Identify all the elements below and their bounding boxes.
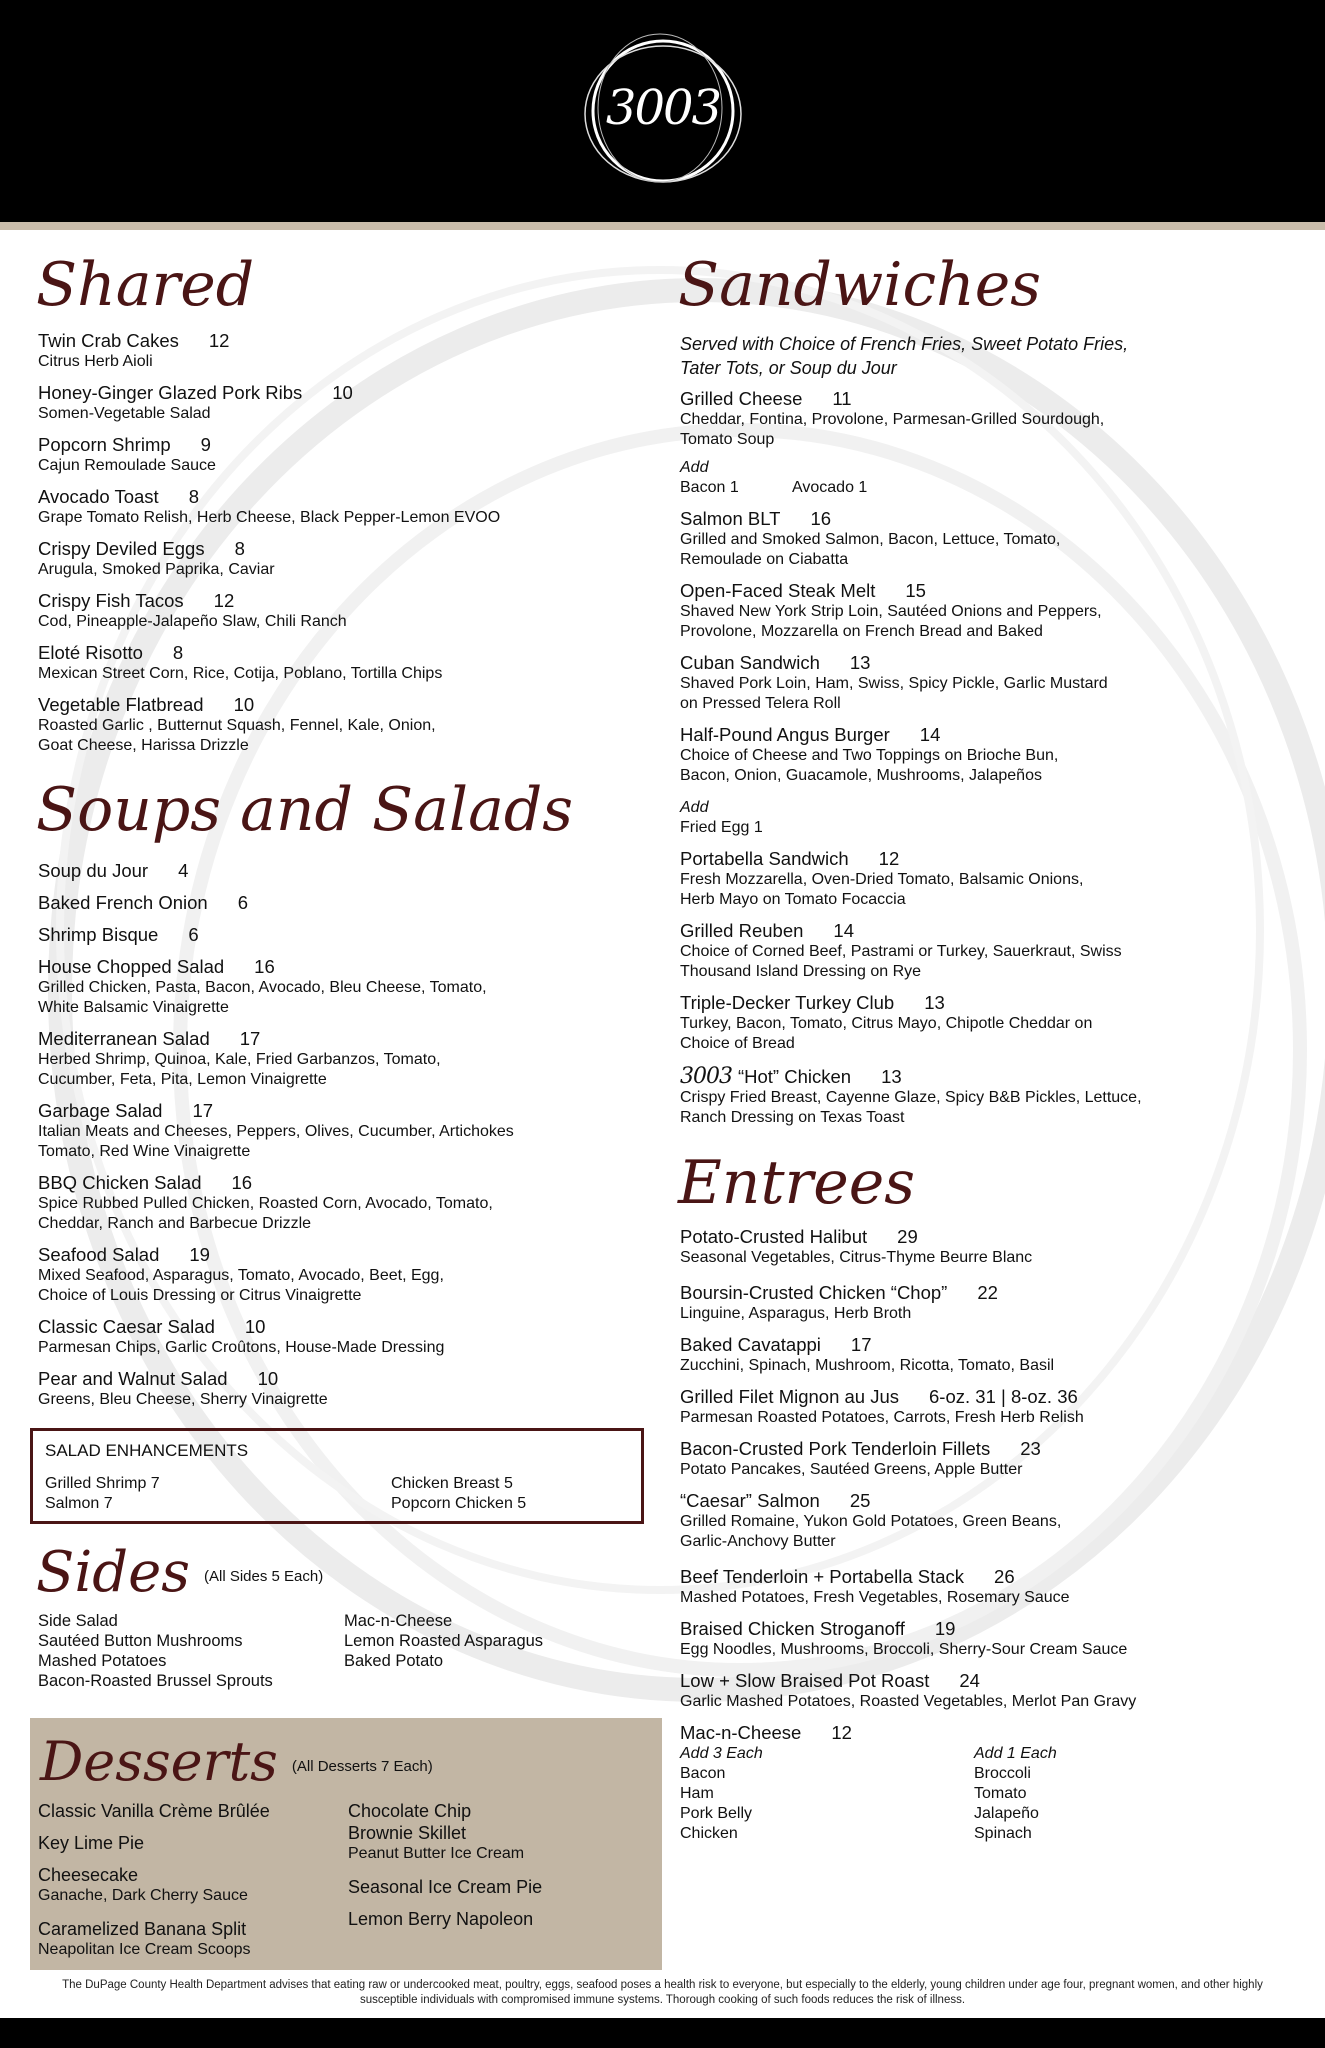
dessert-desc: Neapolitan Ice Cream Scoops (38, 1941, 251, 1958)
item-desc: Choice of Bread (680, 1035, 795, 1052)
sandwich-item (680, 580, 1102, 642)
item-name (680, 1438, 1041, 1460)
item-desc: Ranch Dressing on Texas Toast (680, 1109, 905, 1126)
shared-item (38, 642, 442, 684)
enhancement-item: Chicken Breast 5 (391, 1475, 513, 1492)
item-name (38, 590, 347, 612)
item-price: 8 (172, 642, 184, 663)
item-title: “Caesar” Salmon (680, 1490, 820, 1511)
item-name (38, 860, 188, 882)
item-title: Vegetable Flatbread (38, 694, 204, 715)
dessert-desc: Ganache, Dark Cherry Sauce (38, 1887, 248, 1904)
side-item: Baked Potato (344, 1652, 444, 1670)
mac-add-option: Tomato (974, 1785, 1027, 1802)
soup-item (38, 860, 188, 882)
item-name (680, 992, 1092, 1014)
item-title: Popcorn Shrimp (38, 434, 171, 455)
item-name (680, 1226, 1032, 1248)
shared-item (38, 694, 436, 756)
header-banner (0, 0, 1325, 222)
soup-item (38, 1172, 493, 1234)
entree-item (680, 1334, 1054, 1376)
item-name (38, 1244, 444, 1266)
item-title: Crispy Deviled Eggs (38, 538, 205, 559)
item-title: Honey-Ginger Glazed Pork Ribs (38, 382, 303, 403)
mac-add-option: Ham (680, 1785, 714, 1802)
logo-text: 3003 (605, 80, 721, 136)
item-title: Salmon BLT (680, 508, 781, 529)
item-name (38, 694, 436, 716)
add-label: Add (680, 799, 709, 816)
enhancement-item: Grilled Shrimp 7 (45, 1475, 160, 1492)
header-divider (0, 222, 1325, 230)
item-title: Shrimp Bisque (38, 924, 159, 945)
desserts-note: (All Desserts 7 Each) (291, 1757, 433, 1775)
item-desc: Parmesan Roasted Potatoes, Carrots, Fresh Herb Relish (680, 1409, 1084, 1426)
item-desc: Goat Cheese, Harissa Drizzle (38, 737, 249, 754)
item-price: 9 (200, 434, 211, 455)
item-name (680, 1566, 1070, 1588)
sides-note: (All Sides 5 Each) (204, 1568, 324, 1585)
item-desc: Thousand Island Dressing on Rye (680, 963, 922, 980)
item-desc: Zucchini, Spinach, Mushroom, Ricotta, Tomato, Basil (680, 1357, 1055, 1374)
item-desc: Shaved Pork Loin, Ham, Swiss, Spicy Pickle, Garlic Mustard (680, 675, 1108, 692)
shared-item (38, 382, 353, 424)
item-desc: Arugula, Smoked Paprika, Caviar (38, 561, 275, 578)
soup-item (38, 1316, 444, 1358)
item-price: 11 (832, 388, 852, 409)
item-title: Grilled Filet Mignon au Jus (680, 1386, 900, 1407)
item-desc: Linguine, Asparagus, Herb Broth (680, 1305, 912, 1322)
item-title: Grilled Reuben (680, 920, 804, 941)
side-item: Sautéed Button Mushrooms (38, 1632, 243, 1650)
mac-add-option: Bacon (680, 1765, 726, 1782)
dessert-item: Seasonal Ice Cream Pie (348, 1877, 543, 1897)
health-advisory: The DuPage County Health Department advises that eating raw or undercooked meat, poultry, eggs, seafood poses a health risk to everyone, but especially to the elderly, young children under age four, pregnant women, and other highly susceptible individuals with compromised immune systems. Thorough cooking of such foods reduces the risk of illness. (62, 1979, 1263, 2006)
item-price: 14 (833, 920, 854, 941)
entree-item (680, 1670, 1136, 1712)
side-item: Lemon Roasted Asparagus (344, 1632, 544, 1650)
item-desc: Seasonal Vegetables, Citrus-Thyme Beurre Blanc (680, 1249, 1033, 1266)
item-title: Garbage Salad (38, 1100, 163, 1121)
item-title: House Chopped Salad (38, 956, 225, 977)
item-title: Pear and Walnut Salad (38, 1368, 228, 1389)
item-price: 10 (233, 694, 255, 715)
item-title: Twin Crab Cakes (38, 330, 179, 351)
item-price: 16 (810, 508, 832, 529)
item-title: Half-Pound Angus Burger (680, 724, 890, 745)
item-desc: White Balsamic Vinaigrette (38, 999, 229, 1016)
item-price: 13 (924, 992, 945, 1013)
item-title: Bacon-Crusted Pork Tenderloin Fillets (680, 1438, 991, 1459)
item-title: Baked Cavatappi (680, 1334, 821, 1355)
mac-add-option: Broccoli (974, 1765, 1031, 1782)
dessert-item: Classic Vanilla Crème Brûlée (38, 1801, 270, 1821)
item-desc: Cucumber, Feta, Pita, Lemon Vinaigrette (38, 1071, 327, 1088)
side-item: Bacon-Roasted Brussel Sprouts (38, 1672, 273, 1690)
item-name (38, 1316, 444, 1338)
item-price: 8 (188, 486, 199, 507)
item-desc: Italian Meats and Cheeses, Peppers, Olives, Cucumber, Artichokes (38, 1123, 514, 1140)
item-title: Triple-Decker Turkey Club (680, 992, 895, 1013)
item-desc: Bacon, Onion, Guacamole, Mushrooms, Jalapeños (680, 767, 1042, 784)
item-price: 12 (213, 590, 235, 611)
item-desc: Roasted Garlic , Butternut Squash, Fennel, Kale, Onion, (38, 717, 436, 734)
item-name (38, 956, 487, 978)
salad-enhancements-box (30, 1428, 644, 1524)
item-title: Boursin-Crusted Chicken “Chop” (680, 1282, 948, 1303)
item-title: Eloté Risotto (38, 642, 143, 663)
dessert-item: Caramelized Banana Split (38, 1919, 247, 1939)
mac-add-label: Add 3 Each (680, 1745, 763, 1762)
item-title: Open-Faced Steak Melt (680, 580, 876, 601)
item-title: Low + Slow Braised Pot Roast (680, 1670, 930, 1691)
item-desc: Fresh Mozzarella, Oven-Dried Tomato, Balsamic Onions, (680, 871, 1084, 888)
entree-item (680, 1490, 1061, 1552)
item-price: 25 (849, 1490, 871, 1511)
item-price: 10 (257, 1368, 279, 1389)
item-name (38, 486, 500, 508)
item-desc: Mexican Street Corn, Rice, Cotija, Poblano, Tortilla Chips (38, 665, 443, 682)
item-price: 12 (208, 330, 230, 351)
item-desc: Spice Rubbed Pulled Chicken, Roasted Corn, Avocado, Tomato, (38, 1195, 493, 1212)
item-price: 13 (849, 652, 871, 673)
item-desc: Cheddar, Ranch and Barbecue Drizzle (38, 1215, 312, 1232)
item-price: 6 (237, 892, 248, 913)
item-price: 12 (831, 1722, 852, 1743)
sandwiches-intro-line: Tater Tots, or Soup du Jour (680, 358, 897, 378)
soup-item (38, 1368, 328, 1410)
item-title: Soup du Jour (38, 860, 149, 881)
item-title: Mediterranean Salad (38, 1028, 210, 1049)
mac-add-option: Pork Belly (680, 1805, 753, 1822)
item-price: 12 (878, 848, 900, 869)
soup-item (38, 1244, 444, 1306)
sandwich-item (680, 388, 1104, 450)
item-price: 10 (244, 1316, 266, 1337)
desserts-title: Desserts (40, 1730, 278, 1793)
shared-heading: Shared (36, 250, 255, 320)
item-desc: Herbed Shrimp, Quinoa, Kale, Fried Garbanzos, Tomato, (38, 1051, 441, 1068)
dessert-item: Brownie Skillet (348, 1823, 467, 1843)
sides-title: Sides (36, 1540, 190, 1605)
item-desc: Egg Noodles, Mushrooms, Broccoli, Sherry-Sour Cream Sauce (680, 1641, 1128, 1658)
item-title: Portabella Sandwich (680, 848, 849, 869)
side-item: Mashed Potatoes (38, 1652, 167, 1670)
item-desc: Garlic Mashed Potatoes, Roasted Vegetables, Merlot Pan Gravy (680, 1693, 1137, 1710)
add-option: Fried Egg 1 (680, 819, 763, 836)
item-name (680, 1066, 1142, 1088)
item-name (680, 1670, 1136, 1692)
item-desc: Crispy Fried Breast, Cayenne Glaze, Spicy B&B Pickles, Lettuce, (680, 1089, 1142, 1106)
item-desc: Cod, Pineapple-Jalapeño Slaw, Chili Ranch (38, 613, 347, 630)
sides-heading (36, 1540, 323, 1605)
item-desc: Choice of Louis Dressing or Citrus Vinaigrette (38, 1287, 362, 1304)
item-name (680, 724, 1058, 746)
enhancements-title: SALAD ENHANCEMENTS (45, 1441, 249, 1460)
item-desc: Mashed Potatoes, Fresh Vegetables, Rosemary Sauce (680, 1589, 1070, 1606)
entree-item (680, 1386, 1084, 1428)
item-desc: Grilled Chicken, Pasta, Bacon, Avocado, Bleu Cheese, Tomato, (38, 979, 487, 996)
enhancement-item: Popcorn Chicken 5 (391, 1495, 527, 1512)
entree-item (680, 1282, 998, 1324)
item-name (38, 1368, 328, 1390)
sandwich-item (680, 848, 1083, 910)
footer-bar (0, 2018, 1325, 2048)
item-price: 6-oz. 31 | 8-oz. 36 (929, 1386, 1078, 1407)
item-title: Beef Tenderloin + Portabella Stack (680, 1566, 965, 1587)
item-price: 15 (905, 580, 926, 601)
item-name (38, 382, 353, 404)
dessert-desc: Peanut Butter Ice Cream (348, 1845, 525, 1862)
shared-item (38, 434, 216, 476)
item-price: 4 (178, 860, 189, 881)
item-desc: Cheddar, Fontina, Provolone, Parmesan-Grilled Sourdough, (680, 411, 1105, 428)
soup-item (38, 1100, 514, 1162)
inline-logo: 3003 (680, 1064, 738, 1089)
item-title: Grilled Cheese (680, 388, 803, 409)
item-name (38, 642, 442, 664)
mac-add-option: Chicken (680, 1825, 738, 1842)
item-name (38, 434, 216, 456)
item-name (38, 892, 248, 914)
sandwiches-intro-line: Served with Choice of French Fries, Sweet Potato Fries, (680, 334, 1129, 354)
mac-add-label: Add 1 Each (974, 1745, 1057, 1762)
item-desc: Tomato, Red Wine Vinaigrette (38, 1143, 251, 1160)
item-desc: Garlic-Anchovy Butter (680, 1533, 836, 1550)
item-price: 24 (959, 1670, 980, 1691)
soup-item (38, 892, 248, 914)
item-desc: Herb Mayo on Tomato Focaccia (680, 891, 906, 908)
item-desc: Remoulade on Ciabatta (680, 551, 849, 568)
item-desc: Turkey, Bacon, Tomato, Citrus Mayo, Chipotle Cheddar on (680, 1015, 1093, 1032)
item-desc: Mixed Seafood, Asparagus, Tomato, Avocado, Beet, Egg, (38, 1267, 444, 1284)
sandwich-item (680, 652, 1108, 714)
entree-item (680, 1438, 1041, 1480)
sandwich-item (680, 508, 1060, 570)
sandwiches-intro (680, 332, 1128, 380)
item-title: Baked French Onion (38, 892, 208, 913)
item-name (680, 1282, 998, 1304)
item-price: 13 (881, 1066, 902, 1087)
dessert-item: Key Lime Pie (38, 1833, 145, 1853)
item-name (680, 1334, 1054, 1356)
item-title: Mac-n-Cheese (680, 1722, 802, 1743)
item-price: 8 (234, 538, 245, 559)
item-desc: Grilled and Smoked Salmon, Bacon, Lettuce, Tomato, (680, 531, 1061, 548)
item-desc: Grilled Romaine, Yukon Gold Potatoes, Green Beans, (680, 1513, 1062, 1530)
item-name (680, 580, 1102, 602)
item-title: Seafood Salad (38, 1244, 160, 1265)
item-name (680, 508, 1060, 530)
add-option: Avocado 1 (792, 479, 868, 496)
item-name (680, 1490, 1061, 1512)
item-name (680, 1722, 852, 1744)
add-label: Add (680, 459, 709, 476)
shared-item (38, 590, 347, 632)
mac-add-option: Jalapeño (974, 1805, 1039, 1822)
item-price: 17 (192, 1100, 214, 1121)
item-price: 26 (994, 1566, 1015, 1587)
item-desc: Citrus Herb Aioli (38, 353, 153, 370)
item-name (38, 330, 229, 352)
item-price: 16 (231, 1172, 253, 1193)
item-desc: Tomato Soup (680, 431, 775, 448)
sandwich-item (680, 724, 1058, 786)
item-name (38, 538, 275, 560)
entree-item (680, 1566, 1070, 1608)
shared-item (38, 486, 500, 528)
item-name (680, 652, 1108, 674)
dessert-item: Lemon Berry Napoleon (348, 1909, 534, 1929)
item-title: Avocado Toast (38, 486, 159, 507)
entrees-heading: Entrees (678, 1148, 916, 1218)
item-desc: Potato Pancakes, Sautéed Greens, Apple Butter (680, 1461, 1023, 1478)
side-item: Mac-n-Cheese (344, 1612, 453, 1630)
item-desc: Choice of Corned Beef, Pastrami or Turkey, Sauerkraut, Swiss (680, 943, 1122, 960)
item-price: 17 (239, 1028, 261, 1049)
soup-item (38, 956, 487, 1018)
side-item: Side Salad (38, 1612, 118, 1630)
item-title: Crispy Fish Tacos (38, 590, 184, 611)
item-name (680, 388, 1104, 410)
shared-item (38, 330, 229, 372)
item-name (680, 920, 1122, 942)
item-desc: Shaved New York Strip Loin, Sautéed Onions and Peppers, (680, 603, 1102, 620)
item-price: 19 (189, 1244, 210, 1265)
item-desc: Somen-Vegetable Salad (38, 405, 211, 422)
item-title: BBQ Chicken Salad (38, 1172, 202, 1193)
sandwich-item (680, 1066, 1142, 1128)
soup-item (38, 924, 199, 946)
item-title: “Hot” Chicken (737, 1066, 852, 1087)
item-price: 22 (977, 1282, 998, 1303)
add-option: Bacon 1 (680, 479, 739, 496)
desserts-heading (40, 1730, 433, 1793)
sandwich-item (680, 920, 1122, 982)
shared-item (38, 538, 275, 580)
item-name (38, 1028, 441, 1050)
entree-item (680, 1618, 1127, 1660)
item-title: Potato-Crusted Halibut (680, 1226, 868, 1247)
item-desc: Greens, Bleu Cheese, Sherry Vinaigrette (38, 1391, 328, 1408)
item-name (38, 1172, 493, 1194)
entree-item (680, 1722, 852, 1744)
item-name (680, 848, 1083, 870)
item-desc: Parmesan Chips, Garlic Croûtons, House-Made Dressing (38, 1339, 445, 1356)
dessert-item: Cheesecake (38, 1865, 139, 1885)
item-title: Cuban Sandwich (680, 652, 820, 673)
item-name (680, 1386, 1084, 1408)
item-desc: Grape Tomato Relish, Herb Cheese, Black Pepper-Lemon EVOO (38, 509, 501, 526)
item-title: Braised Chicken Stroganoff (680, 1618, 905, 1639)
item-title: Classic Caesar Salad (38, 1316, 215, 1337)
item-price: 14 (919, 724, 941, 745)
sandwich-item (680, 992, 1092, 1054)
mac-add-option: Spinach (974, 1825, 1032, 1842)
enhancement-item: Salmon 7 (45, 1495, 113, 1512)
item-price: 29 (897, 1226, 918, 1247)
dessert-item: Chocolate Chip (348, 1801, 472, 1821)
soups-heading: Soups and Salads (36, 775, 574, 845)
item-price: 10 (332, 382, 353, 403)
item-name (38, 924, 199, 946)
sandwiches-heading: Sandwiches (678, 250, 1042, 320)
soup-item (38, 1028, 441, 1090)
item-name (680, 1618, 1127, 1640)
item-price: 19 (934, 1618, 956, 1639)
item-price: 16 (254, 956, 275, 977)
entree-item (680, 1226, 1032, 1268)
item-desc: Provolone, Mozzarella on French Bread and Baked (680, 623, 1043, 640)
restaurant-logo (580, 28, 746, 194)
item-price: 6 (188, 924, 199, 945)
item-name (38, 1100, 514, 1122)
item-desc: on Pressed Telera Roll (680, 695, 841, 712)
item-price: 17 (850, 1334, 872, 1355)
item-desc: Cajun Remoulade Sauce (38, 457, 216, 474)
item-desc: Choice of Cheese and Two Toppings on Brioche Bun, (680, 747, 1059, 764)
item-price: 23 (1020, 1438, 1041, 1459)
